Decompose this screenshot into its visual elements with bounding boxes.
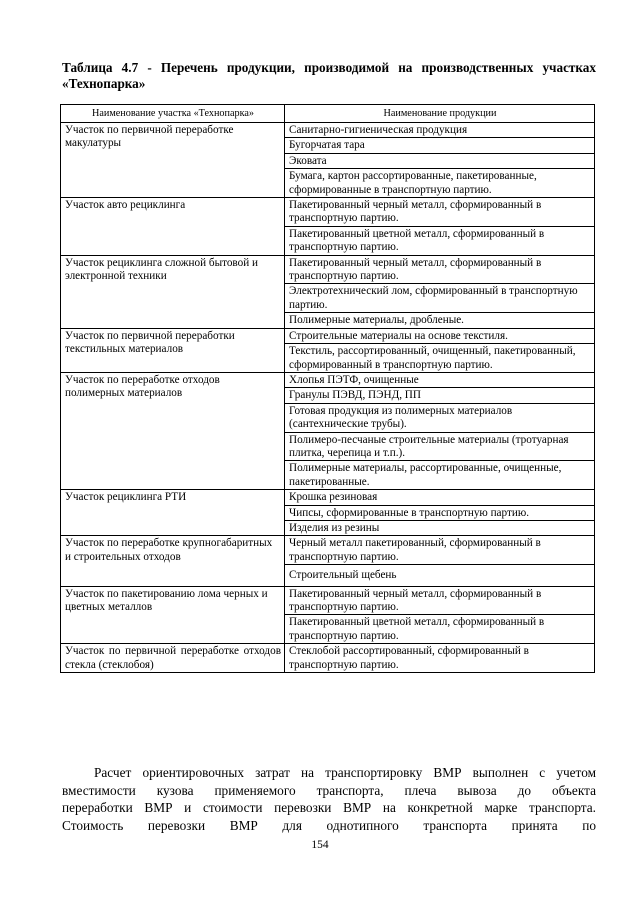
product-cell: Эковата [285,153,595,168]
column-header-section: Наименование участка «Технопарка» [61,105,285,123]
product-cell: Крошка резиновая [285,490,595,505]
product-cell: Пакетированный черный металл, сформированный в транспортную партию. [285,586,595,615]
section-name: Участок по первичной переработки текстильных материалов [61,328,285,372]
section-name: Участок рециклинга РТИ [61,490,285,536]
paragraph-line: вместимости кузова применяемого транспорта, плеча вывоза до объекта [62,782,596,798]
product-cell: Чипсы, сформированные в транспортную партию. [285,505,595,520]
table-row [61,644,595,673]
table-row [61,255,595,284]
table-row [61,198,595,227]
table-row [61,123,595,138]
table-row [61,372,595,387]
section-name: Участок по пакетированию лома черных и цветных металлов [61,586,285,644]
product-cell: Бугорчатая тара [285,138,595,153]
product-cell: Санитарно-гигиеническая продукция [285,123,595,138]
section-name: Участок авто рециклинга [61,198,285,256]
table-caption: Таблица 4.7 - Перечень продукции, производимой на производственных участках «Технопарка» [62,60,596,91]
paragraph-line: Стоимость перевозки ВМР для однотипного транспорта принята по [62,817,596,833]
product-cell: Электротехнический лом, сформированный в транспортную партию. [285,284,595,313]
paragraph-line: Расчет ориентировочных затрат на транспортировку ВМР выполнен с учетом [94,765,596,780]
table-row [61,490,595,505]
section-name: Участок по переработке крупногабаритных и строительных отходов [61,536,285,586]
product-cell: Хлопья ПЭТФ, очищенные [285,372,595,387]
paragraph-line: переработки ВМР и стоимости перевозки ВМР на конкретной марке транспорта. [62,800,596,815]
product-cell: Полимеро-песчаные строительные материалы (тротуарная плитка, черепица и т.п.). [285,432,595,461]
section-name: Участок рециклинга сложной бытовой и электронной техники [61,255,285,328]
column-header-products: Наименование продукции [285,105,595,123]
product-cell: Бумага, картон рассортированные, пакетированные, сформированные в транспортную партию. [285,169,595,198]
product-cell: Черный металл пакетированный, сформированный в транспортную партию. [285,536,595,565]
section-name: Участок по первичной переработке отходов стекла (стеклобоя) [61,644,285,673]
product-cell: Готовая продукция из полимерных материалов (сантехнические трубы). [285,403,595,432]
product-cell: Строительные материалы на основе текстиля. [285,328,595,343]
product-cell: Стеклобой рассортированный, сформированный в транспортную партию. [285,644,595,673]
table-header-row [61,105,595,123]
product-cell: Полимерные материалы, дробленые. [285,313,595,328]
product-cell: Полимерные материалы, рассортированные, очищенные, пакетированные. [285,461,595,490]
product-cell: Строительный щебень [285,565,595,586]
table-row [61,536,595,565]
product-cell: Пакетированный черный металл, сформированный в транспортную партию. [285,255,595,284]
product-cell: Изделия из резины [285,520,595,535]
product-cell: Текстиль, рассортированный, очищенный, пакетированный, сформированный в транспортную партию. [285,344,595,373]
product-cell: Пакетированный цветной металл, сформированный в транспортную партию. [285,226,595,255]
table-row [61,328,595,343]
product-cell: Гранулы ПЭВД, ПЭНД, ПП [285,388,595,403]
product-cell: Пакетированный черный металл, сформированный в транспортную партию. [285,198,595,227]
products-table [60,104,595,673]
section-name: Участок по первичной переработке макулатуры [61,123,285,198]
section-name: Участок по переработке отходов полимерных материалов [61,372,285,489]
body-paragraph [62,764,596,834]
page-number: 154 [311,839,329,851]
table-row [61,586,595,615]
product-cell: Пакетированный цветной металл, сформированный в транспортную партию. [285,615,595,644]
